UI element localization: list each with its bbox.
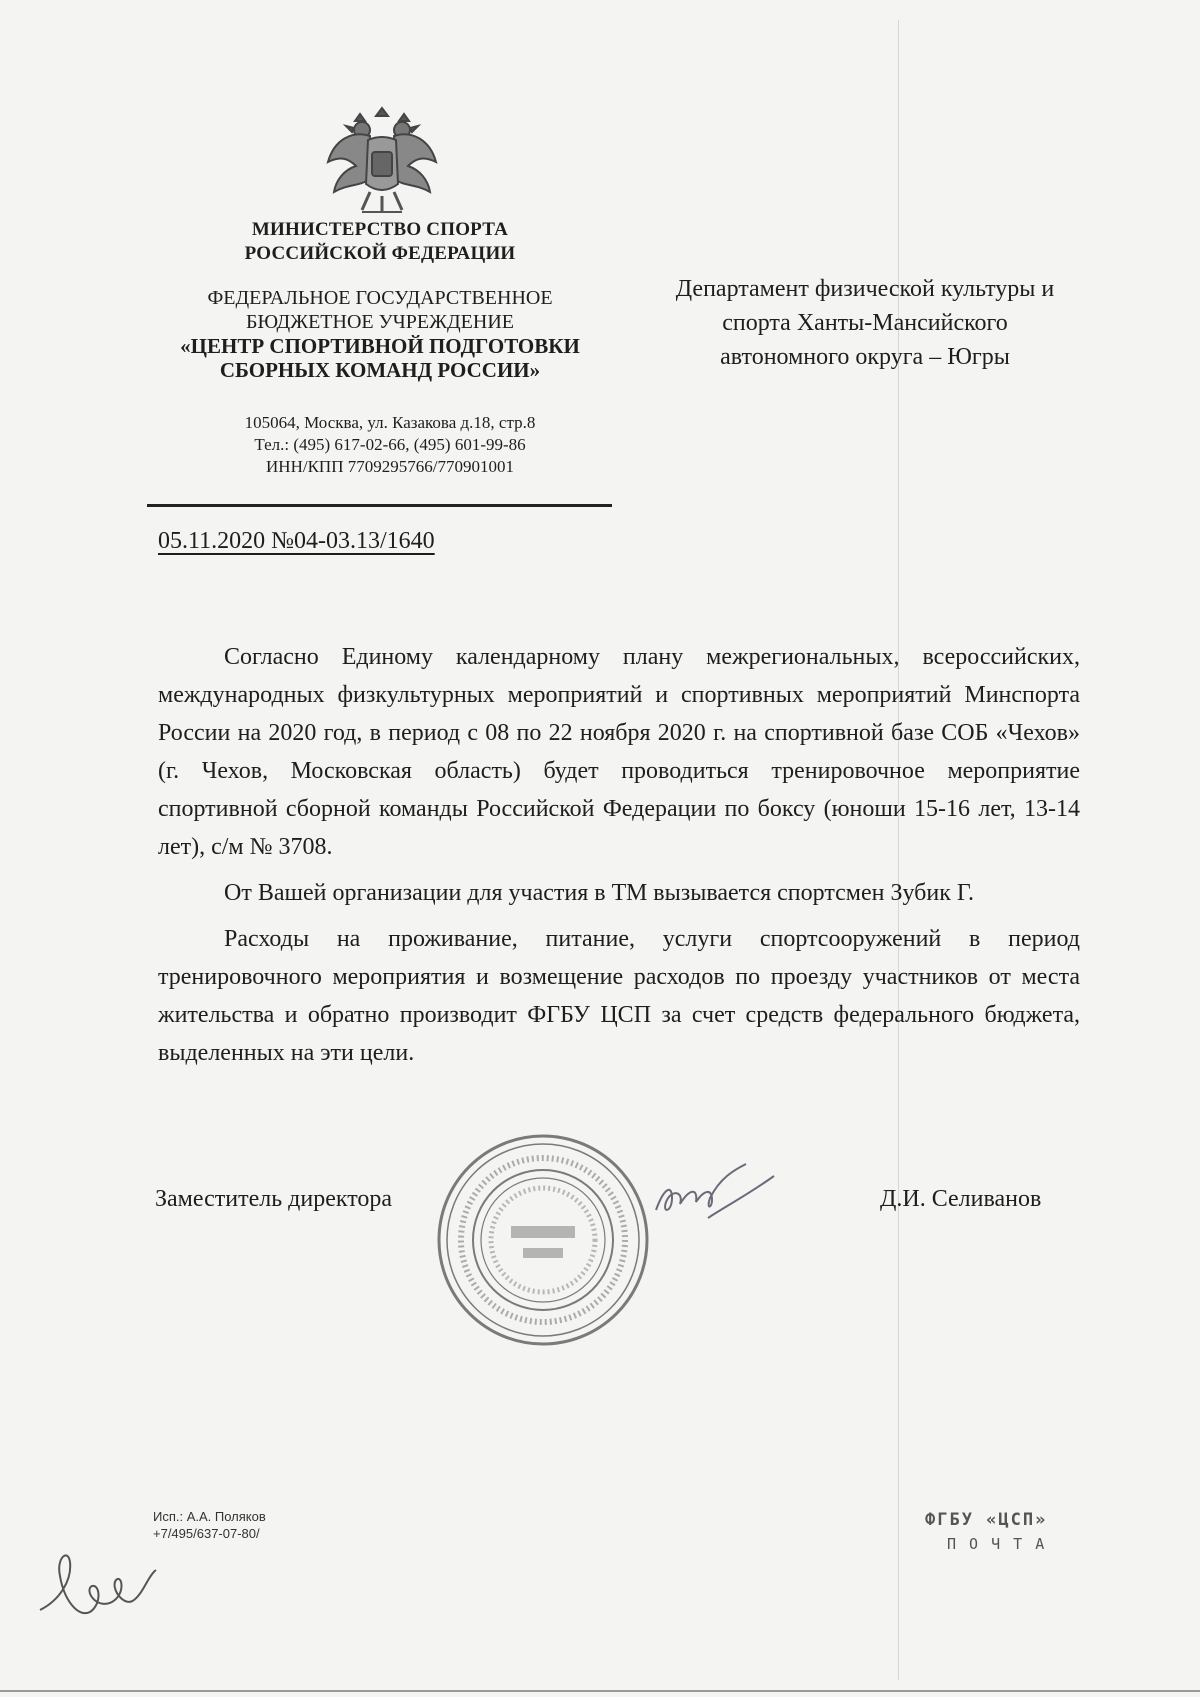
phone-line: Тел.: (495) 617-02-66, (495) 601-99-86 bbox=[254, 435, 526, 454]
letter-body bbox=[158, 638, 1080, 1080]
ministry-line: МИНИСТЕРСТВО СПОРТА bbox=[251, 219, 509, 240]
executor-phone: +7/495/637-07-80/ bbox=[153, 1526, 260, 1541]
post-stamp-line: ФГБУ «ЦСП» bbox=[925, 1510, 1048, 1530]
agency-name bbox=[150, 286, 610, 382]
post-stamp-line: П О Ч Т А bbox=[947, 1535, 1047, 1553]
handwritten-initials bbox=[30, 1540, 170, 1630]
tax-id-line: ИНН/КПП 7709295766/770901001 bbox=[266, 457, 514, 476]
agency-line: СБОРНЫХ КОМАНД РОССИИ» bbox=[219, 358, 541, 382]
scan-bottom-edge bbox=[0, 1690, 1200, 1692]
handwritten-signature bbox=[650, 1158, 780, 1230]
agency-line: ФЕДЕРАЛЬНОЕ ГОСУДАРСТВЕННОЕ bbox=[207, 287, 553, 309]
header-divider bbox=[147, 504, 612, 507]
body-paragraph: Расходы на проживание, питание, услуги спортсооружений в период тренировочного мероприятия и возмещение расходов по проезду участников от места жительства и обратно производит ФГБУ ЦСП за счет средств федерального бюджета, выделенных на эти цели. bbox=[158, 926, 1080, 1066]
sender-address bbox=[180, 412, 600, 478]
agency-line: БЮДЖЕТНОЕ УЧРЕЖДЕНИЕ bbox=[245, 311, 515, 333]
addressee-line: автономного округа – Югры bbox=[720, 344, 1010, 370]
addressee-line: Департамент физической культуры и bbox=[675, 276, 1055, 302]
executor-info bbox=[153, 1508, 266, 1542]
ministry-line: РОССИЙСКОЙ ФЕДЕРАЦИИ bbox=[244, 243, 516, 264]
post-receipt-stamp bbox=[925, 1508, 1047, 1556]
addressee-line: спорта Ханты-Мансийского bbox=[722, 310, 1008, 336]
body-paragraph: Согласно Единому календарному плану межрегиональных, всероссийских, международных физкультурных мероприятий и спортивных мероприятий Минспорта России на 2020 год, в период с 08 по 22 ноября 2020 г. на спортивной базе СОБ «Чехов» (г. Чехов, Московская область) будет проводиться тренировочное мероприятие спортивной сборной команды Российской Федерации по боксу (юноши 15-16 лет, 13-14 лет), с/м № 3708. bbox=[158, 644, 1080, 860]
executor-name: Исп.: А.А. Поляков bbox=[153, 1509, 266, 1524]
address-line: 105064, Москва, ул. Казакова д.18, стр.8 bbox=[244, 413, 536, 432]
signatory-name: Д.И. Селиванов bbox=[880, 1186, 1042, 1212]
document-number: 05.11.2020 №04-03.13/1640 bbox=[158, 528, 435, 554]
agency-line: «ЦЕНТР СПОРТИВНОЙ ПОДГОТОВКИ bbox=[180, 334, 580, 358]
double-headed-eagle-icon bbox=[322, 100, 442, 220]
round-seal-stamp-icon bbox=[433, 1130, 653, 1350]
signatory-title: Заместитель директора bbox=[155, 1186, 393, 1212]
addressee-block bbox=[620, 272, 1110, 374]
ministry-name bbox=[150, 218, 610, 266]
body-paragraph: От Вашей организации для участия в ТМ вызывается спортсмен Зубик Г. bbox=[224, 880, 975, 906]
